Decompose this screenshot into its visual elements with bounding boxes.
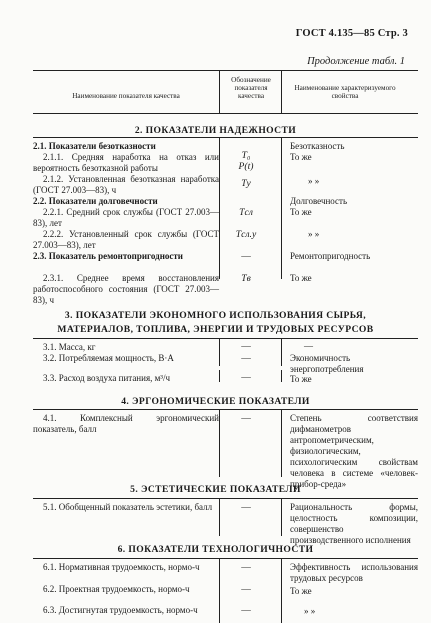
column-header-indicator: Наименование показателя качества xyxy=(72,92,180,100)
column-divider xyxy=(219,558,220,623)
table-row-name: 2.1.1. Средняя наработка на отказ или вероятность безотказной работы xyxy=(33,152,219,173)
column-divider xyxy=(281,137,282,279)
table-row-name: 2.2.1. Средний срок службы (ГОСТ 27.003—83), лет xyxy=(33,207,219,228)
table-row-name: 4.1. Комплексный эргономический показатель, балл xyxy=(33,413,219,434)
table-row-name: 2.3.1. Среднее время восстановления работоспособного состояния (ГОСТ 27.003—83), ч xyxy=(33,273,219,305)
table-row-property: То же xyxy=(290,152,312,162)
section-heading-economy: 3. ПОКАЗАТЕЛИ ЭКОНОМНОГО ИСПОЛЬЗОВАНИЯ СЫРЬЯ, МАТЕРИАЛОВ, ТОПЛИВА, ЭНЕРГИИ И ТРУДОВЫХ РЕСУРСОВ xyxy=(57,310,374,335)
table-row-property: Экономичность энергопотребления xyxy=(290,353,364,374)
column-divider xyxy=(219,409,220,477)
table-row-property: » » xyxy=(304,606,316,616)
section-heading-reliability: 2. ПОКАЗАТЕЛИ НАДЕЖНОСТИ xyxy=(134,125,297,136)
table-head-top-rule xyxy=(33,70,418,71)
table-row-property: Степень соответствия дифманометров антропометрическим, физиологическим, психологическим свойствам человека в системе «человек-прибор-среда» xyxy=(290,413,418,489)
table-row-property: Эффективность использования трудовых ресурсов xyxy=(290,562,418,583)
table-head-divider xyxy=(219,70,220,113)
table-row-name: 2.1. Показатели безотказности xyxy=(33,141,156,151)
column-divider xyxy=(281,370,282,382)
table-row-symbol: — xyxy=(241,562,251,573)
table-row-property: Долговечность xyxy=(290,196,348,206)
table-row-name: 2.2. Показатели долговечности xyxy=(33,196,158,206)
table-row-property: То же xyxy=(290,374,312,384)
table-row-name: 6.2. Проектная трудоемкость, нормо-ч xyxy=(43,584,190,594)
table-row-property: » » xyxy=(308,229,320,239)
table-row-symbol: — xyxy=(241,251,251,262)
column-divider xyxy=(219,137,220,279)
column-divider xyxy=(219,370,220,382)
table-row-property: — xyxy=(304,341,313,351)
table-row-name: 6.3. Достигнутая трудоемкость, нормо-ч xyxy=(43,605,198,615)
section-rule xyxy=(33,338,418,339)
column-divider xyxy=(219,498,220,536)
table-row-symbol: — xyxy=(241,502,251,513)
section-rule xyxy=(33,498,418,499)
table-row-symbol: Tу xyxy=(241,178,251,189)
table-head-divider xyxy=(281,70,282,113)
table-row-symbol: Tв xyxy=(241,273,251,284)
table-row-name: 6.1. Нормативная трудоемкость, нормо-ч xyxy=(43,562,200,572)
table-row-property: Ремонтопригодность xyxy=(290,251,371,261)
symbol-mean-time: T₀ P(t) xyxy=(238,150,254,172)
table-row-name: 2.1.2. Установленная безотказная наработка (ГОСТ 27.003—83), ч xyxy=(33,174,219,195)
table-row-symbol: — xyxy=(241,605,251,616)
table-row-property: Безотказность xyxy=(290,141,345,151)
page-header: ГОСТ 4.135—85 Стр. 3 xyxy=(295,28,408,39)
column-divider xyxy=(219,338,220,366)
table-row-property: То же xyxy=(290,273,312,283)
table-row-name: 2.3. Показатель ремонтопригодности xyxy=(33,251,183,261)
section-rule xyxy=(33,137,418,138)
table-row-symbol: — xyxy=(241,413,251,424)
column-divider xyxy=(281,409,282,477)
table-continuation-label: Продолжение табл. 1 xyxy=(307,56,405,67)
column-divider xyxy=(281,558,282,623)
section-rule xyxy=(33,558,418,559)
table-row-property: То же xyxy=(290,586,312,596)
column-divider xyxy=(281,338,282,366)
table-row-name: 3.2. Потребляемая мощность, В·А xyxy=(43,353,174,363)
table-row-symbol: — xyxy=(241,341,251,352)
section-heading-manufacturability: 6. ПОКАЗАТЕЛИ ТЕХНОЛОГИЧНОСТИ xyxy=(117,544,314,555)
column-header-property: Наименование характеризуемого свойства xyxy=(294,84,396,100)
table-row-property: » » xyxy=(308,176,320,186)
section-heading-aesthetics: 5. ЭСТЕТИЧЕСКИЕ ПОКАЗАТЕЛИ xyxy=(130,484,301,495)
table-row-symbol: — xyxy=(241,353,251,364)
column-header-symbol: Обозначение показателя качества xyxy=(231,76,271,100)
table-row-name: 3.1. Масса, кг xyxy=(43,342,96,352)
table-row-symbol: — xyxy=(241,372,251,383)
column-divider xyxy=(281,498,282,536)
table-row-name: 3.3. Расход воздуха питания, м³/ч xyxy=(43,373,171,383)
table-head-bottom-rule xyxy=(33,113,418,114)
table-row-symbol xyxy=(224,150,268,172)
section-heading-ergonomics: 4. ЭРГОНОМИЧЕСКИЕ ПОКАЗАТЕЛИ xyxy=(121,396,310,407)
table-row-symbol: Tсл.у xyxy=(235,229,257,240)
table-row-name: 2.2.2. Установленный срок службы (ГОСТ 27.003—83), лет xyxy=(33,229,219,250)
table-row-symbol: Tсл xyxy=(239,207,253,218)
section-rule xyxy=(33,409,418,410)
table-row-property: Рациональность формы, целостность композиции, совершенство производственного исполнения xyxy=(290,502,418,545)
table-row-name: 5.1. Обобщенный показатель эстетики, балл xyxy=(43,502,213,512)
table-row-property: То же xyxy=(290,207,312,217)
table-row-symbol: — xyxy=(241,584,251,595)
